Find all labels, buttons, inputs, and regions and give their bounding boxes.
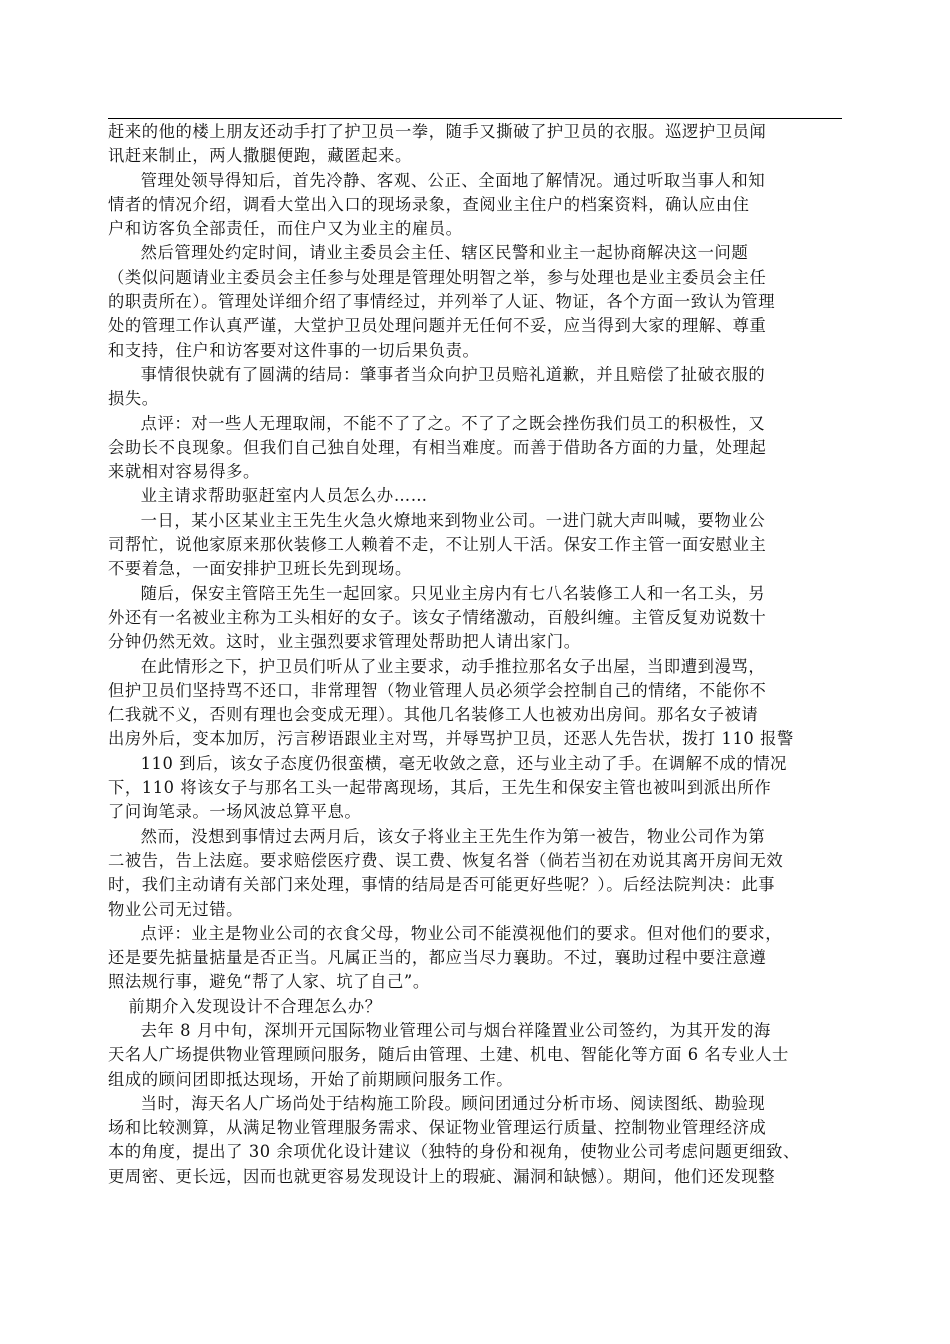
text-line: 随后，保安主管陪王先生一起回家。只见业主房内有七八名装修工人和一名工头，另	[140, 583, 766, 603]
text-line: 去年 8 月中旬，深圳开元国际物业管理公司与烟台祥隆置业公司签约，为其开发的海	[140, 1020, 771, 1040]
text-line: 110 到后，该女子态度仍很蛮横，毫无收敛之意，还与业主动了手。在调解不成的情况	[140, 753, 787, 773]
paragraph	[108, 169, 848, 242]
text-line: 场和比较测算，从满足物业管理服务需求、保证物业管理运行质量、控制物业管理经济成	[108, 1118, 767, 1138]
paragraph-continuation	[108, 120, 848, 169]
text-line: 然而，没想到事情过去两月后，该女子将业主王先生作为第一被告，物业公司作为第	[140, 826, 766, 846]
text-line: 处的管理工作认真严谨，大堂护卫员处理问题并无任何不妥，应当得到大家的理解、尊重	[108, 316, 767, 336]
text-line: 时，我们主动请有关部门来处理，事情的结局是否可能更好些呢？）。后经法院判决：此事	[108, 875, 776, 895]
paragraph	[108, 922, 848, 995]
text-line: 和支持，住户和访客要对这件事的一切后果负责。	[108, 340, 480, 360]
section-heading	[108, 995, 848, 1019]
text-line: 点评：业主是物业公司的衣食父母，物业公司不能漠视他们的要求。但对他们的要求，	[140, 923, 783, 943]
paragraph	[108, 363, 848, 412]
text-line: 一日，某小区某业主王先生火急火燎地来到物业公司。一进门就大声叫喊，要物业公	[140, 510, 766, 530]
text-line: 来就相对容易得多。	[108, 462, 260, 482]
paragraph	[108, 825, 848, 922]
text-line: 当时，海天名人广场尚处于结构施工阶段。顾问团通过分析市场、阅读图纸、勘验现	[140, 1093, 766, 1113]
text-line: 户和访客负全部责任，而住户又为业主的雇员。	[108, 219, 463, 239]
paragraph	[108, 752, 848, 825]
paragraph	[108, 655, 848, 752]
text-line: 前期介入发现设计不合理怎么办？	[128, 996, 382, 1016]
section-heading	[108, 484, 848, 508]
text-line: 了问询笔录。一场风波总算平息。	[108, 802, 362, 822]
text-line: 的职责所在）。管理处详细介绍了事情经过，并列举了人证、物证，各个方面一致认为管理	[108, 292, 776, 312]
text-line: 业主请求帮助驱赶室内人员怎么办……	[140, 486, 428, 506]
text-line: 管理处领导得知后，首先冷静、客观、公正、全面地了解情况。通过听取当事人和知	[140, 170, 766, 190]
text-line: 外还有一名被业主称为工头相好的女子。该女子情绪激动，百般纠缠。主管反复劝说数十	[108, 607, 767, 627]
text-line: 赶来的他的楼上朋友还动手打了护卫员一拳，随手又撕破了护卫员的衣服。巡逻护卫员闻	[108, 122, 767, 141]
text-line: （类似问题请业主委员会主任参与处理是管理处明智之举，参与处理也是业主委员会主任	[108, 267, 767, 287]
paragraph	[108, 412, 848, 485]
text-line: 但护卫员们坚持骂不还口，非常理智（物业管理人员必须学会控制自己的情绪，不能你不	[108, 680, 767, 700]
text-line: 本的角度，提出了 30 余项优化设计建议（独特的身份和视角，使物业公司考虑问题更细致、	[108, 1142, 800, 1162]
text-line: 组成的顾问团即抵达现场，开始了前期顾问服务工作。	[108, 1069, 514, 1089]
paragraph	[108, 509, 848, 582]
text-line: 司帮忙，说他家原来那伙装修工人赖着不走，不让别人干活。保安工作主管一面安慰业主	[108, 535, 767, 555]
text-line: 二被告，告上法庭。要求赔偿医疗费、误工费、恢复名誉（倘若当初在劝说其离开房间无效	[108, 850, 784, 870]
text-line: 不要着急，一面安排护卫班长先到现场。	[108, 559, 412, 579]
text-line: 讯赶来制止，两人撒腿便跑，藏匿起来。	[108, 146, 412, 166]
text-line: 然后管理处约定时间，请业主委员会主任、辖区民警和业主一起协商解决这一问题	[140, 243, 749, 263]
header-rule	[108, 118, 842, 119]
text-line: 损失。	[108, 389, 159, 409]
text-line: 下，110 将该女子与那名工头一起带离现场，其后，王先生和保安主管也被叫到派出所作	[108, 778, 772, 798]
document-body	[108, 120, 848, 1189]
paragraph	[108, 241, 848, 362]
text-line: 分钟仍然无效。这时，业主强烈要求管理处帮助把人请出家门。	[108, 632, 581, 652]
paragraph	[108, 1092, 848, 1189]
text-line: 物业公司无过错。	[108, 899, 244, 919]
text-line: 天名人广场提供物业管理顾问服务，随后由管理、土建、机电、智能化等方面 6 名专业人士	[108, 1045, 789, 1065]
paragraph	[108, 582, 848, 655]
text-line: 点评：对一些人无理取闹，不能不了了之。不了了之既会挫伤我们员工的积极性，又	[140, 413, 766, 433]
text-line: 情者的情况介绍，调看大堂出入口的现场录象，查阅业主住户的档案资料，确认应由住	[108, 194, 750, 214]
text-line: 照法规行事，避免“帮了人家、坑了自己”。	[108, 972, 430, 992]
text-line: 事情很快就有了圆满的结局：肇事者当众向护卫员赔礼道歉，并且赔偿了扯破衣服的	[140, 364, 766, 384]
text-line: 还是要先掂量掂量是否正当。凡属正当的，都应当尽力襄助。不过，襄助过程中要注意遵	[108, 948, 767, 968]
text-line: 会助长不良现象。但我们自己独自处理，有相当难度。而善于借助各方面的力量，处理起	[108, 437, 767, 457]
text-line: 出房外后，变本加厉，污言秽语跟业主对骂，并辱骂护卫员，还恶人先告状，拨打 110 报警	[108, 729, 794, 749]
text-line: 在此情形之下，护卫员们听从了业主要求，动手推拉那名女子出屋，当即遭到漫骂，	[140, 656, 766, 676]
paragraph	[108, 1019, 848, 1092]
text-line: 更周密、更长远，因而也就更容易发现设计上的瑕疵、漏洞和缺憾）。期间，他们还发现整	[108, 1166, 776, 1186]
text-line: 仁我就不义，否则有理也会变成无理）。其他几名装修工人也被劝出房间。那名女子被请	[108, 705, 759, 725]
